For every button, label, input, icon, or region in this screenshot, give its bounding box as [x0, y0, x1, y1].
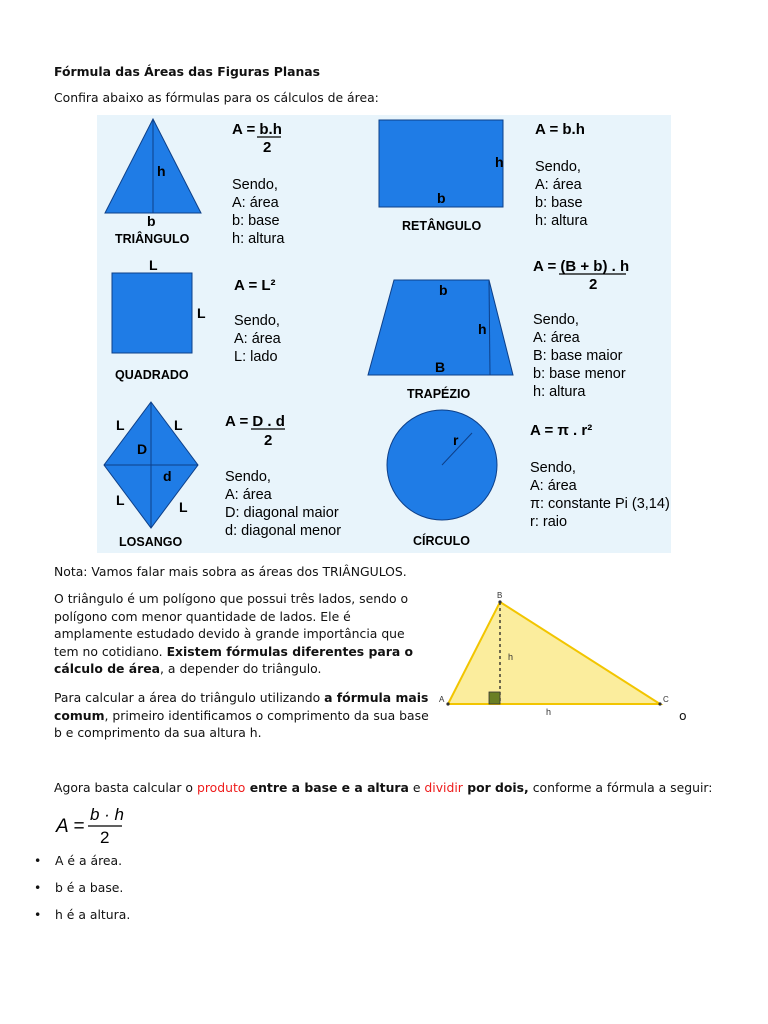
- triangle-method-paragraph: Para calcular a área do triângulo utilizando a fórmula mais comum, primeiro identificamos o comprimento da sua base b e comprimento da sua altura h.: [54, 690, 429, 740]
- svg-text:A: área: A: área: [533, 330, 580, 346]
- svg-text:Sendo,: Sendo,: [225, 469, 271, 485]
- height-label: h: [508, 652, 514, 662]
- trapezoid-name: TRAPÉZIO: [407, 387, 471, 401]
- trapezoid-b-label: b: [439, 282, 448, 298]
- rhombus-l-tl: L: [116, 417, 125, 433]
- triangle-formula: A = b.h: [232, 121, 282, 138]
- list-item: • h é a altura.: [34, 907, 131, 922]
- triangle-intro-paragraph: O triângulo é um polígono que possui três lados, sendo o polígono com menor quantidade de lados. Ele é amplamente estudado devido à grande importância que tem no cotidiano. Existem fórmulas diferentes para o cálculo de área, a depender do triângulo.: [54, 591, 414, 676]
- formula-numerator: b · h: [90, 805, 125, 824]
- rhombus-l-tr: L: [174, 417, 183, 433]
- svg-text:Sendo,: Sendo,: [533, 312, 579, 328]
- formula-lhs: A =: [56, 816, 85, 837]
- rhombus-formula: A = D . d: [225, 413, 285, 430]
- svg-text:r: raio: r: raio: [530, 514, 568, 530]
- svg-text:b: base menor: b: base menor: [533, 366, 626, 382]
- vertex-c-label: C: [663, 695, 669, 704]
- rectangle-formula: A = b.h: [535, 121, 585, 138]
- svg-text:A: área: A: área: [225, 487, 272, 503]
- square-formula: A = L²: [234, 277, 276, 294]
- trapezoid-h-label: h: [478, 321, 487, 337]
- page-title: Fórmula das Áreas das Figuras Planas: [54, 64, 321, 79]
- svg-text:h: altura: h: altura: [533, 384, 586, 400]
- triangle-fill: [448, 602, 660, 704]
- svg-text:b: base: b: base: [232, 213, 280, 229]
- svg-text:b: base: b: base: [535, 195, 583, 211]
- svg-text:D: diagonal maior: D: diagonal maior: [225, 505, 339, 521]
- rhombus-d-label: d: [163, 468, 172, 484]
- right-angle-marker: [489, 692, 500, 704]
- triangle-diagram: [432, 588, 672, 718]
- base-label: h: [546, 707, 552, 717]
- svg-text:Sendo,: Sendo,: [234, 313, 280, 329]
- svg-text:d: diagonal menor: d: diagonal menor: [225, 523, 342, 539]
- triangle-b-label: b: [147, 213, 156, 229]
- svg-text:h: altura: h: altura: [535, 213, 588, 229]
- circle-shape: [387, 410, 497, 520]
- rhombus-formula-den: 2: [264, 432, 273, 449]
- stray-letter: o: [679, 708, 687, 723]
- trapezoid-formula-den: 2: [589, 276, 598, 293]
- variables-list: [34, 852, 130, 933]
- vertex-a-label: A: [439, 695, 445, 704]
- trapezoid-formula: A = (B + b) . h: [533, 258, 630, 275]
- svg-text:L: lado: L: lado: [234, 349, 278, 365]
- square-l-side: L: [197, 305, 206, 321]
- svg-text:h: altura: h: altura: [232, 231, 285, 247]
- formula-denominator: 2: [100, 828, 110, 847]
- square-l-top: L: [149, 257, 158, 273]
- square-shape: [112, 273, 192, 353]
- list-item: • b é a base.: [34, 880, 124, 895]
- rhombus-name: LOSANGO: [119, 535, 183, 549]
- formula-intro-text: Agora basta calcular o produto entre a base e a altura e dividir por dois, conforme a fórmula a seguir:: [54, 780, 713, 795]
- rhombus-l-br: L: [179, 499, 188, 515]
- list-item: • A é a área.: [34, 853, 123, 868]
- svg-text:A: área: A: área: [234, 331, 281, 347]
- rhombus-D-label: D: [137, 441, 148, 457]
- intro-text: Confira abaixo as fórmulas para os cálculos de área:: [54, 90, 379, 105]
- triangle-h-label: h: [157, 163, 166, 179]
- area-formula: [54, 800, 144, 848]
- area-formulas-figure: [97, 115, 671, 553]
- svg-text:A: área: A: área: [232, 195, 279, 211]
- svg-text:B: base maior: B: base maior: [533, 348, 623, 364]
- svg-text:π: constante Pi (3,14): π: constante Pi (3,14): [530, 496, 670, 512]
- triangle-formula-den: 2: [263, 139, 272, 156]
- svg-text:A: área: A: área: [530, 478, 577, 494]
- rectangle-name: RETÂNGULO: [402, 219, 482, 233]
- rectangle-h-label: h: [495, 154, 504, 170]
- square-legend: [234, 313, 282, 365]
- rectangle-b-label: b: [437, 190, 446, 206]
- svg-text:Sendo,: Sendo,: [232, 177, 278, 193]
- circle-name: CÍRCULO: [413, 534, 470, 548]
- circle-r-label: r: [453, 432, 459, 448]
- circle-formula: A = π . r²: [530, 422, 593, 439]
- note-text: Nota: Vamos falar mais sobra as áreas dos TRIÂNGULOS.: [54, 564, 407, 579]
- vertex-b-label: B: [497, 591, 503, 600]
- svg-text:Sendo,: Sendo,: [530, 460, 576, 476]
- square-name: QUADRADO: [115, 368, 189, 382]
- rhombus-l-bl: L: [116, 492, 125, 508]
- svg-text:A: área: A: área: [535, 177, 582, 193]
- triangle-name: TRIÂNGULO: [115, 232, 190, 246]
- trapezoid-B-label: B: [435, 359, 446, 375]
- svg-text:Sendo,: Sendo,: [535, 159, 581, 175]
